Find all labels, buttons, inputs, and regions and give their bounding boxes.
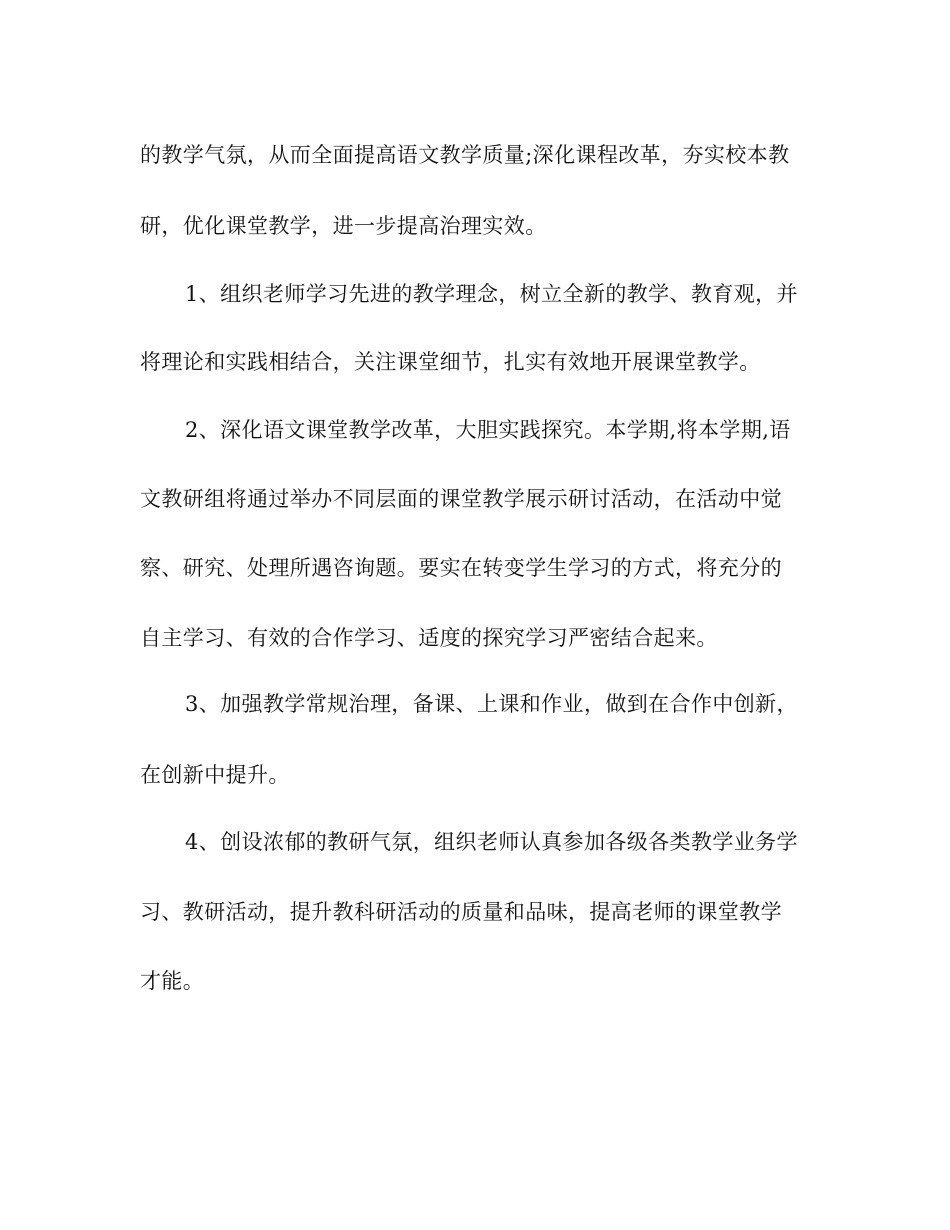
- text-line: 才能。: [140, 969, 205, 993]
- paragraph-3-start: 3、加强教学常规治理，备课、上课和作业，做到在合作中创新，: [185, 692, 798, 716]
- text-line: 自主学习、有效的合作学习、适度的探究学习严密结合起来。: [140, 626, 718, 650]
- text-line: 研，优化课堂教学，进一步提高治理实效。: [140, 214, 547, 238]
- paragraph-4-start: 4、创设浓郁的教研气氛，组织老师认真参加各级各类教学业务学: [185, 830, 798, 854]
- text-line: 察、研究、处理所遇咨询题。要实在转变学生学习的方式，将充分的: [140, 556, 782, 580]
- text-line: 习、教研活动，提升教科研活动的质量和品味，提高老师的课堂教学: [140, 900, 782, 924]
- text-line: 在创新中提升。: [140, 763, 290, 787]
- text-line: 文教研组将通过举办不同层面的课堂教学展示研讨活动，在活动中觉: [140, 487, 782, 511]
- text-line: 的教学气氛，从而全面提高语文教学质量;深化课程改革，夯实校本教: [140, 143, 790, 167]
- paragraph-2-start: 2、深化语文课堂教学改革，大胆实践探究。本学期,将本学期,语: [185, 418, 791, 442]
- paragraph-1-start: 1、组织老师学习先进的教学理念，树立全新的教学、教育观，并: [185, 282, 798, 306]
- text-line: 将理论和实践相结合，关注课堂细节，扎实有效地开展课堂教学。: [140, 350, 761, 374]
